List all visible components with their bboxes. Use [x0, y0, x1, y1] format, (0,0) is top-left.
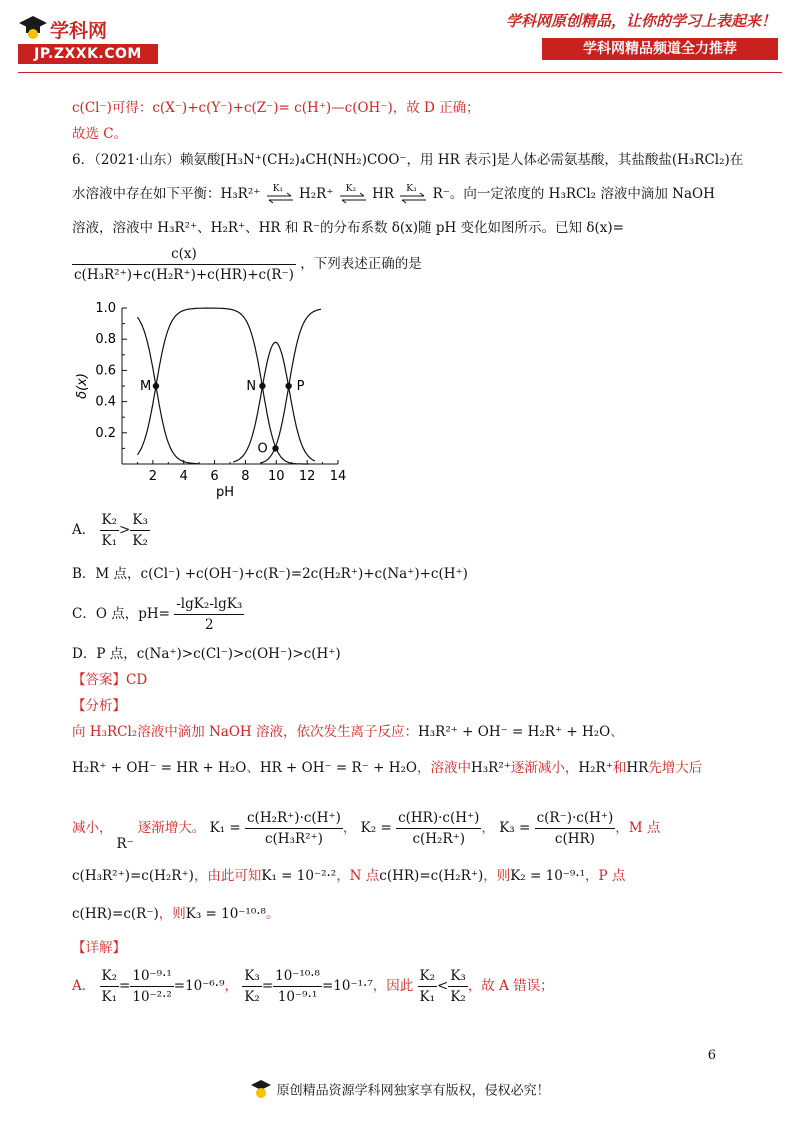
- k3-lhs: K₃ =: [499, 820, 531, 836]
- logo-text: 学科网: [50, 20, 108, 42]
- point-m: [153, 383, 159, 389]
- delta-fraction: [72, 244, 296, 285]
- curve-h2r: [137, 308, 308, 464]
- detail-frac-3: [242, 966, 262, 1007]
- option-a-num1: K₂: [100, 510, 120, 531]
- detail-f6-den: K₂: [450, 989, 466, 1005]
- point-p: [285, 383, 291, 389]
- x-tick-label: 6: [210, 469, 219, 484]
- detail-comma: ，: [224, 978, 239, 994]
- option-a-prefix: A．: [72, 522, 96, 538]
- option-c[interactable]: [72, 594, 244, 635]
- analysis-l4-eq1: c(H₃R²⁺)=c(H₂R⁺): [72, 868, 194, 884]
- analysis-l3-text2: 逐渐增大。: [137, 820, 206, 836]
- species-h3r: 水溶液中存在如下平衡：H₃R²⁺: [72, 186, 261, 202]
- analysis-l1-text: 向 H₃RCl₂溶液中滴加 NaOH 溶液，依次发生离子反应：: [72, 724, 418, 740]
- detail-result-1: =10⁻⁶·⁹: [173, 978, 225, 994]
- point-label-p: P: [296, 379, 305, 394]
- detail-result-2: =10⁻¹·⁷: [321, 978, 373, 994]
- footer-copyright: [0, 1078, 800, 1104]
- analysis-l5-k3: K₃ = 10⁻¹⁰·⁸: [185, 906, 266, 922]
- analysis-l5-text1: ，则: [158, 906, 186, 922]
- x-axis-label: pH: [215, 485, 235, 500]
- analysis-l4-text3: ，则: [483, 868, 511, 884]
- analysis-l2-text2: 逐渐减小，: [510, 760, 579, 776]
- detail-frac-4: [273, 966, 322, 1007]
- detail-f5-den: K₁: [419, 989, 435, 1005]
- detail-end: ，故 A 错误；: [467, 978, 554, 994]
- y-tick-label: 0.8: [95, 332, 116, 348]
- option-d[interactable]: D．P 点，c(Na⁺)>c(Cl⁻)>c(OH⁻)>c(H⁺): [72, 646, 341, 662]
- analysis-l2-text4: 先增大后: [648, 760, 703, 776]
- analysis-l2-text3: 和: [612, 760, 627, 776]
- question-line-3: 溶液，溶液中 H₃R²⁺、H₂R⁺、HR 和 R⁻的分布系数 δ(x)随 pH 变化如图所示。已知 δ(x)=: [72, 220, 624, 236]
- species-hr: HR: [372, 186, 394, 202]
- mortarboard-icon: [250, 1078, 272, 1104]
- equilibrium-arrow-k3: [398, 185, 428, 205]
- point-n: [259, 383, 265, 389]
- answer: 【答案】CD: [72, 672, 148, 688]
- question-line-2-tail: R⁻。向一定浓度的 H₃RCl₂ 溶液中滴加 NaOH: [432, 186, 715, 202]
- k2-lhs: K₂ =: [360, 820, 392, 836]
- analysis-l2-sep: 、: [246, 760, 260, 776]
- equilibrium-arrow-k2: [338, 185, 368, 205]
- delta-numerator: c(x): [72, 244, 296, 265]
- option-a-gt: >: [119, 522, 131, 538]
- k3-fraction: [535, 808, 616, 849]
- option-a-num2: K₃: [130, 510, 150, 531]
- x-tick-label: 4: [179, 469, 188, 484]
- analysis-m-point: ，M 点: [615, 820, 661, 836]
- detail-frac-1: [100, 966, 120, 1007]
- detail-frac-5: [418, 966, 438, 1007]
- analysis-l4-text2: ，N 点: [336, 868, 380, 884]
- header-banner: 学科网精品频道全力推荐: [542, 38, 778, 60]
- detail-f3-den: K₂: [244, 989, 260, 1005]
- analysis-l4-eq2: c(HR)=c(H₂R⁺): [379, 868, 484, 884]
- option-c-num: -lgK₂-lgK₃: [174, 594, 244, 615]
- y-tick-label: 0.6: [95, 363, 116, 379]
- footer-text: 原创精品资源学科网独家享有版权，侵权必究！: [276, 1083, 550, 1099]
- k3-num: c(R⁻)·c(H⁺): [535, 808, 616, 829]
- k2-den: c(H₂R⁺): [412, 831, 466, 847]
- question-line-1: 6．（2021·山东）赖氨酸[H₃N⁺(CH₂)₄CH(NH₂)COO⁻，用 HR 表示]是人体必需氨基酸，其盐酸盐(H₃RCl₂)在: [72, 152, 744, 168]
- analysis-title: 【分析】: [72, 698, 126, 714]
- detail-eq-1: =: [119, 978, 131, 994]
- detail-f3-num: K₃: [242, 966, 262, 987]
- distribution-formula: [72, 244, 422, 285]
- detail-a: [72, 966, 554, 1007]
- question-line-2: [72, 184, 715, 205]
- detail-lt: <: [437, 978, 449, 994]
- header-slogan: 学科网原创精品，让你的学习上表起来！: [505, 12, 776, 30]
- detail-f2-den: 10⁻²·²: [132, 989, 172, 1005]
- option-a-den1: K₁: [101, 533, 118, 549]
- reaction-3: HR + OH⁻ = R⁻ + H₂O: [259, 760, 417, 776]
- k-sep-2: ，: [481, 820, 495, 836]
- analysis-l4-text1: ，由此可知: [193, 868, 262, 884]
- y-tick-label: 0.4: [95, 394, 116, 410]
- analysis-l4-k1: K₁ = 10⁻²·²: [261, 868, 337, 884]
- x-tick-label: 14: [329, 469, 347, 484]
- detail-f5-num: K₂: [418, 966, 438, 987]
- x-tick-label: 8: [241, 469, 250, 484]
- analysis-l2-text1: ，溶液中: [416, 760, 471, 776]
- detail-therefore: ，因此: [372, 978, 414, 994]
- analysis-l2-species2: H₂R⁺: [578, 760, 613, 776]
- detail-f4-num: 10⁻¹⁰·⁸: [273, 966, 322, 987]
- k-sep-1: ，: [342, 820, 357, 836]
- detail-a-prefix: A．: [72, 978, 96, 994]
- k1-fraction: [245, 808, 343, 849]
- equilibrium-arrow-k1: [265, 185, 295, 205]
- x-tick-label: 12: [298, 469, 316, 484]
- header-divider: [18, 72, 782, 73]
- analysis-line-5: [72, 904, 279, 924]
- detail-f1-num: K₂: [100, 966, 120, 987]
- point-label-m: M: [139, 379, 152, 394]
- option-a-frac1: [100, 510, 120, 551]
- y-tick-label: 1.0: [95, 301, 116, 316]
- distribution-chart: [72, 296, 362, 506]
- point-label-n: N: [246, 379, 257, 394]
- analysis-l1-sep: 、: [610, 724, 624, 740]
- reaction-1: H₃R²⁺ + OH⁻ = H₂R⁺ + H₂O: [417, 724, 611, 740]
- k2-label: K₂: [345, 183, 357, 194]
- y-axis-label: δ(x): [75, 373, 90, 399]
- x-tick-label: 10: [268, 469, 285, 484]
- analysis-line-4: [72, 866, 625, 886]
- detail-f2-num: 10⁻⁹·¹: [130, 966, 173, 987]
- prev-line-1: c(Cl⁻)可得：c(X⁻)+c(Y⁻)+c(Z⁻)= c(H⁺)—c(OH⁻)，故 D 正确；: [72, 100, 480, 116]
- x-tick-label: 2: [148, 469, 157, 484]
- k1-den: c(H₃R²⁺): [264, 831, 323, 847]
- option-c-prefix: C．O 点，pH=: [72, 606, 170, 622]
- species-h2r: H₂R⁺: [298, 186, 334, 202]
- y-tick-label: 0.2: [95, 425, 116, 441]
- detail-f1-den: K₁: [101, 989, 118, 1005]
- analysis-line-2: [72, 758, 702, 778]
- detail-f6-num: K₃: [448, 966, 468, 987]
- point-label-o: O: [257, 441, 268, 457]
- detail-eq-2: =: [261, 978, 274, 994]
- k3-label: K₃: [406, 183, 417, 194]
- analysis-l5-eq: c(HR)=c(R⁻): [72, 906, 159, 922]
- analysis-l2-species3: HR: [626, 760, 649, 776]
- option-a-den2: K₂: [132, 533, 148, 549]
- detail-frac-2: [130, 966, 173, 1007]
- detail-frac-6: [448, 966, 468, 1007]
- logo-url: JP.ZXXK.COM: [18, 44, 158, 64]
- option-b[interactable]: B．M 点，c(Cl⁻) +c(OH⁻)+c(R⁻)=2c(H₂R⁺)+c(Na⁺)+c(H⁺): [72, 566, 468, 582]
- k3-den: c(HR): [554, 831, 595, 847]
- site-logo[interactable]: [18, 14, 158, 66]
- analysis-l4-text4: ，P 点: [585, 868, 626, 884]
- question-line-4: ，下列表述正确的是: [300, 256, 422, 272]
- delta-denominator: c(H₃R²⁺)+c(H₂R⁺)+c(HR)+c(R⁻): [74, 267, 294, 283]
- option-c-frac: [174, 594, 244, 635]
- analysis-l5-end: 。: [265, 906, 280, 922]
- analysis-line-3: [72, 808, 661, 852]
- analysis-l3-species: R⁻: [116, 836, 134, 852]
- analysis-l3-text1: 减小，: [72, 820, 113, 836]
- option-c-den: 2: [204, 617, 214, 633]
- analysis-l2-species1: H₃R²⁺: [470, 760, 511, 776]
- page-number: 6: [707, 1048, 716, 1063]
- point-o: [272, 445, 278, 451]
- option-a[interactable]: [72, 510, 150, 551]
- prev-line-2: 故选 C。: [72, 126, 128, 142]
- k2-fraction: [396, 808, 481, 849]
- analysis-line-1: [72, 722, 624, 742]
- k1-label: K₁: [272, 183, 284, 194]
- k1-lhs: K₁ =: [209, 820, 241, 836]
- detail-f4-den: 10⁻⁹·¹: [277, 989, 318, 1005]
- detail-title: 【详解】: [72, 940, 126, 956]
- option-a-frac2: [130, 510, 150, 551]
- reaction-2: H₂R⁺ + OH⁻ = HR + H₂O: [72, 760, 247, 776]
- k1-num: c(H₂R⁺)·c(H⁺): [245, 808, 343, 829]
- analysis-l4-k2: K₂ = 10⁻⁹·¹: [510, 868, 586, 884]
- k2-num: c(HR)·c(H⁺): [396, 808, 481, 829]
